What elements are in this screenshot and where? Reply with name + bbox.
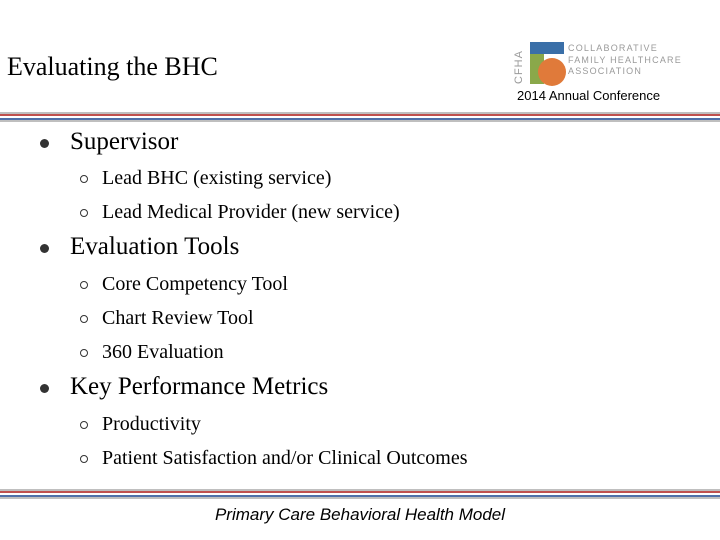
footer-caption: Primary Care Behavioral Health Model [214, 505, 506, 524]
bullet-label: Evaluation Tools [70, 233, 240, 260]
sub-bullet-ring-icon [80, 209, 88, 217]
sub-bullet-text: Chart Review Tool [102, 307, 254, 329]
sub-bullet-ring-icon [80, 455, 88, 463]
sub-bullet-text: Patient Satisfaction and/or Clinical Outcomes [102, 447, 468, 469]
bullet-dot-icon [40, 244, 49, 253]
sub-bullet-text: 360 Evaluation [102, 341, 224, 363]
sub-bullet-ring-icon [80, 421, 88, 429]
logo-line-2: FAMILY HEALTHCARE [568, 54, 682, 65]
logo-line-1: COLLABORATIVE [568, 43, 658, 53]
sub-bullet-ring-icon [80, 349, 88, 357]
bullet-label: Key Performance Metrics [70, 373, 329, 400]
sub-bullet-ring-icon [80, 315, 88, 323]
sub-bullet-ring-icon [80, 281, 88, 289]
sub-bullet-text: Productivity [102, 413, 201, 435]
sub-bullet-text: Lead Medical Provider (new service) [102, 201, 400, 223]
logo-vertical-letters: CFHA [513, 50, 525, 84]
conference-label: 2014 Annual Conference [517, 88, 661, 103]
sub-bullet-text: Lead BHC (existing service) [102, 167, 332, 189]
sub-bullet-text: Core Competency Tool [102, 273, 288, 295]
logo-line-3: ASSOCIATION [568, 66, 643, 76]
sub-bullet-ring-icon [80, 175, 88, 183]
footer-divider [0, 489, 720, 499]
bullet-dot-icon [40, 139, 49, 148]
bullet-dot-icon [40, 384, 49, 393]
bullet-label: Supervisor [70, 128, 179, 155]
slide-title: Evaluating the BHC [7, 52, 218, 81]
